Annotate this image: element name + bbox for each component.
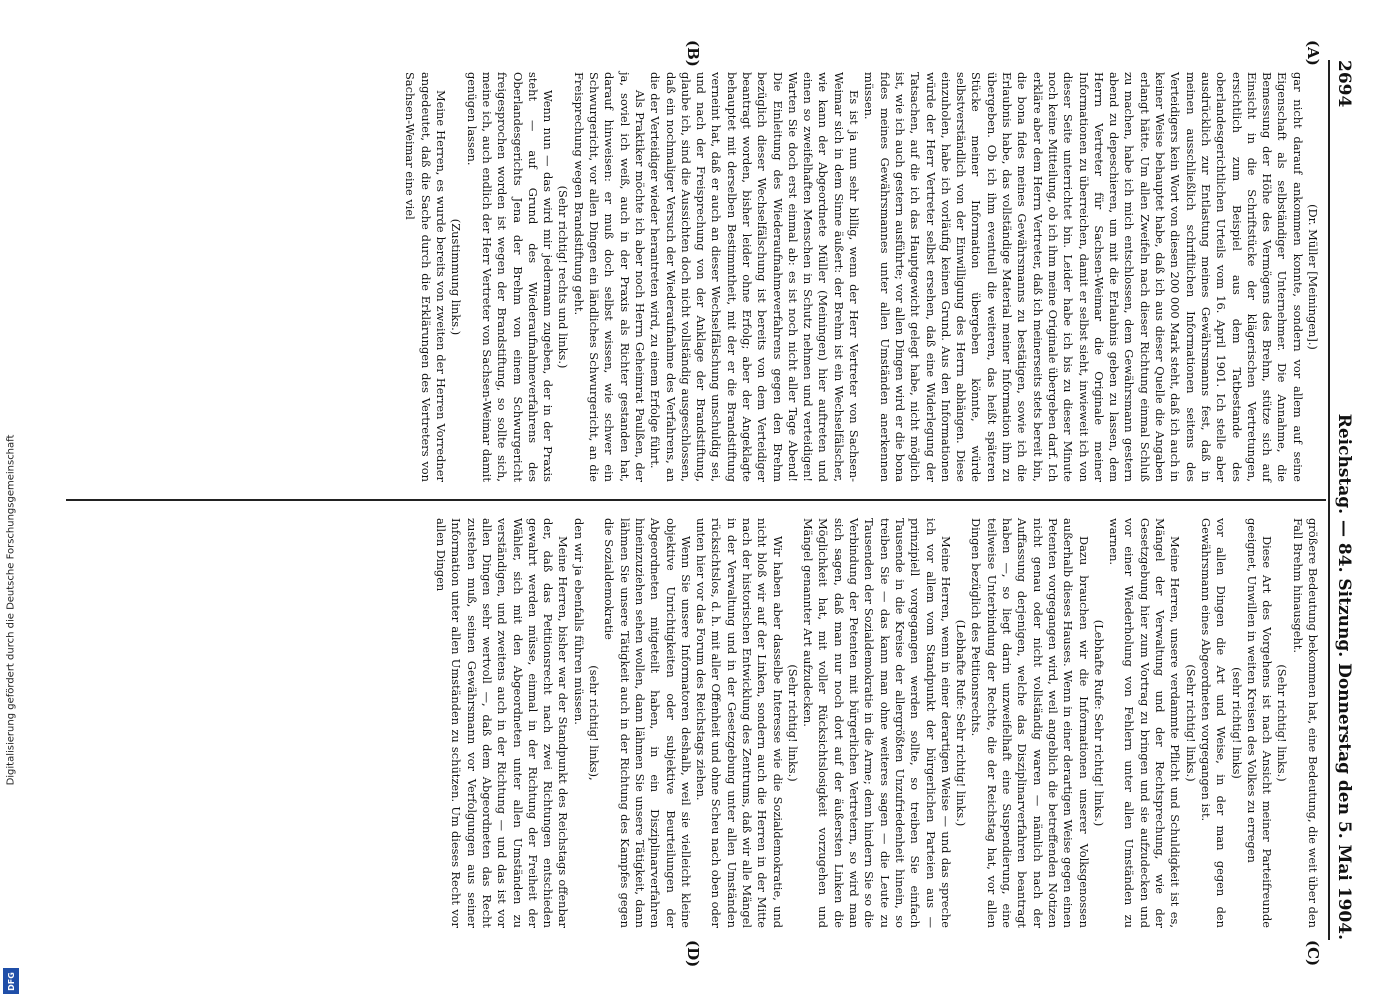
stage-direction: (sehr richtig! links) <box>1229 667 1244 779</box>
page-header <box>1334 60 1362 940</box>
marker-a: (A) <box>1304 40 1322 66</box>
stage-direction: (Sehr richtig! links.) <box>1275 664 1290 782</box>
right-paragraph: Wenn Sie unsere Informatoren deshalb, weil sie vielleicht kleine objektive Unrichtigkeiten oder subjektive Beurteilungen der Abgeordneten mitgeteilt haben, in ein Disziplinarverfahren hineinzuziehen sehen wollen, dann lähmen Sie unsere Tätigkeit, dann lähmen Sie unsere Tätigkeit auch in der Richtung des Kampfes gegen die Sozialdemokratie <box>602 518 693 928</box>
stage-direction: (Zustimmung links.) <box>449 218 464 336</box>
left-column <box>402 72 1320 482</box>
right-paragraph: Diese Art des Vorgehens ist nach Ansicht meiner Parteifreunde geeignet, Unwillen in weiten Kreisen des Volkes zu erregen <box>1244 518 1275 928</box>
left-paragraph: Meine Herren, es wurde bereits von zweiten der Herren Vorredner angedeutet, daß die Sache durch die Erklärungen des Vertreters von Sachsen-Weimar eine viel <box>403 72 449 482</box>
right-column <box>433 518 1320 928</box>
page-number: 2694 <box>1334 60 1354 108</box>
column-divider <box>66 499 1326 501</box>
left-paragraph: Wenn nun — das wird mir jedermann zugeben, der in der Praxis steht — auf Grund des Wiederaufnahmeverfahrens des Oberlandesgerichts Jena der Brehm von einem Schwurgericht freigesprochen worden ist wegen der Brandstiftung, so sollte sich, meine ich, auch endlich der Herr Vertreter von Sachsen-Weimar damit genügen lassen. <box>464 72 556 482</box>
stage-direction: (Sehr richtig! links.) <box>1183 664 1198 782</box>
stage-direction: (Sehr richtig! links.) <box>785 664 800 782</box>
marker-c: (C) <box>1304 940 1322 967</box>
header-rule <box>1328 60 1330 940</box>
stage-direction: (Sehr richtig! rechts und links.) <box>556 185 571 369</box>
speaker-line: (Dr. Müller [Meiningen].) <box>1306 204 1320 350</box>
rotated-page <box>42 0 1382 1000</box>
running-title: Reichstag. — 84. Sitzung. Donnerstag den 5. Mai 1904. <box>1334 413 1354 940</box>
left-paragraph: Es ist ja nun sehr billig, wenn der Herr Vertreter von Sachsen-Weimar sich in dem Sinne äußert: der Brehm ist ein Wechselfälscher, wie kann der Abgeordnete Müller (Meiningen) hier auftreten und einen so zweifelhaften Menschen in Schutz nehmen und verteidigen! Warten Sie doch erst einmal ab: es ist noch nicht aller Tage Abend! Die Einleitung des Wiederaufnahmeverfahrens gegen den Brehm bezüglich dieser Wechselfälschung ist bereits von dem Verteidiger beantragt worden, bisher leider ohne Erfolg; aber der Angeklagte behauptet mit derselben Bestimmtheit, mit der er die Brandstiftung verneint hat, daß er auch an dieser Wechselfälschung unschuldig sei, und nach der Freisprechung von der Anklage der Brandstiftung, glaube ich, sind die Aussichten doch nicht vollständig ausgeschlossen, daß ein nochmaliger Versuch der Wiederaufnahme des Verfahrens, an die der Verteidiger wieder herantreten wird, zu einem Erfolge führt. <box>648 72 862 482</box>
left-paragraph: gar nicht darauf ankommen konnte, sondern vor allem auf seine Eigenschaft als selbständiger Unternehmer. Die Annahme, die Bemessung der Höhe des Vermögens des Brehm, stütze sich auf Einsicht in die Schriftstücke der klägerischen Vertretungen, ersichtlich zum Beispiel aus dem Tatbestande des oberlandesgerichtlichen Urteils vom 16. April 1901. Ich stelle aber ausdrücklich zur Entlastung meines Gewährsmanns fest, daß in meinen ausschließlich schriftlichen Informationen seitens des Verteidigers kein Wort von diesen 200 000 Mark steht, daß ich auch in keiner Weise behauptet habe, daß ich aus dieser Quelle die Angaben erlangt hätte. Um allen Zweifeln nach dieser Richtung einmal Schluß zu machen, habe ich mich entschlossen, dem Gewährsmann gestern abend zu depeschieren, um mit die Erlaubnis geben zu lassen, dem Herrn Vertreter für Sachsen-Weimar die Originale meiner Informationen zu überreichen, damit er selbst sieht, inwieweit ich von dieser Seite unterrichtet bin. Leider habe ich bis zu dieser Minute noch keine Mitteilung, ob ich ihm meine Originale übergeben darf. Ich erkläre aber dem Herrn Vertreter, daß ich meinerseits stets bereit bin, die bona fides meines Gewährsmanns zu bestätigen, sowie ich die Erlaubnis habe, das vollständige Material meiner Information ihm zu übergeben. Ob ich ihm eventuell die weiteren, das heißt späteren Stücke meiner Information übergeben könnte, würde selbstverständlich von der Einwilligung des Herrn abhängen. Diese einzuholen, habe ich vorläufig keinen Grund. Aus den Informationen würde der Herr Vertreter selbst ersehen, daß eine Widerlegung der Tatsachen, auf die ich das Hauptgewicht gelegt habe, nicht möglich ist, wie ich auch gestern ausführte; vor allen Dingen wird er die bona fides meines Gewährsmannes unter allen Umständen anerkennen müssen. <box>862 72 1305 482</box>
stage-direction: (Lebhafte Rufe: Sehr richtig! links.) <box>954 619 969 827</box>
digitization-note <box>0 0 22 1000</box>
right-paragraph: Meine Herren, wenn in einer derartigen Weise — und das spreche ich vor allem vom Standpunkt der bürgerlichen Parteien aus — prinzipiell vorgegangen werden sollte, so treiben Sie einfach Tausende in die Kreise der allergrößten Unzufriedenheit hinein, so treiben Sie — das kann man ohne weiteres sagen — die Leute zu Tausenden der Sozialdemokratie in die Arme; denn hindern Sie so die Verbindung der Petenten mit bürgerlichen Vertretern, so wird man sich sagen, daß man nur noch dort auf der äußersten Linken die Möglichkeit hat, mit voller Rücksichtslosigkeit vorzugehen und Mängel genannter Art aufzudecken. <box>801 518 953 928</box>
marker-b: (B) <box>684 40 702 67</box>
right-paragraph: Wir haben aber dasselbe Interesse wie die Sozialdemokratie, und nicht bloß wir auf der Linken, sondern auch die Herren in der Mitte nach der historischen Entwicklung des Zentrums, daß wir alle Mängel in der Verwaltung und in der Gesetzgebung unter allen Umständen rücksichtslos, d. h. mit aller Offenheit und ohne Scheu nach oben oder unten hier vor das Forum des Reichstags ziehen. <box>694 518 785 928</box>
dfg-logo <box>3 968 19 994</box>
right-paragraph: Dazu brauchen wir die Informationen unserer Volksgenossen außerhalb dieses Hauses. Wenn in einer derartigen Weise gegen einen Petenten vorgegangen wird, weil angeblich die betreffenden Notizen nicht genau oder nicht vollständig waren — nämlich nach der Auffassung derjenigen, welche das Disziplinarverfahren beantragt haben —, so liegt darin unzweifelhaft eine Suspendierung, eine teilweise Unterbindung der Rechte, die der Reichstag hat, vor allen Dingen bezüglich des Petitionsrechts. <box>969 518 1091 928</box>
digitization-text: Digitalisierung gefördert durch die Deutsche Forschungsgemeinschaft <box>5 434 17 786</box>
right-paragraph: Meine Herren, unsere verdammte Pflicht und Schuldigkeit ist es, Mängel der Verwaltung und der Rechtsprechung, wie der Gesetzgebung hier zum Vortrag zu bringen und sie aufzudecken und vor einer Wiederholung von Fehlern unter allen Umständen zu warnen. <box>1107 518 1183 928</box>
left-paragraph: Als Praktiker möchte ich aber noch Herrn Geheimrat Paulßen, der ja, soviel ich weiß, auch in der Praxis als Richter gestanden hat, darauf hinweisen: er muß doch selbst wissen, wie schwer ein Schwurgericht, vor allen Dingen ein ländliches Schwurgericht, an die Freisprechung wegen Brandstiftung geht. <box>571 72 647 482</box>
right-paragraph: größere Bedeutung bekommen hat, eine Bedeutung, die weit über den Fall Brehm hinausgeht. <box>1290 518 1320 928</box>
dfg-logo-text: DFG <box>6 971 16 991</box>
right-paragraph: Meine Herren, bisher war der Standpunkt des Reichstags offenbar der, daß das Petitionsrecht nach zwei Richtungen entschieden gewahrt werden müsse, einmal in der Richtung der Freiheit der Wähler, sich mit den Abgeordneten unter allen Umständen zu verständigen, und zweitens auch in der Richtung — und das ist vor allen Dingen sehr wertvoll —, daß dem Abgeordneten das Recht zustehen muß, seinen Gewährsmann vor Verfolgungen aus seiner Information unter allen Umständen zu schützen. Um dieses Recht vor allen Dingen <box>434 518 571 928</box>
right-paragraph: den wir ja ebenfalls führen müssen. <box>571 518 586 725</box>
marker-d: (D) <box>684 940 702 968</box>
right-paragraph: vor allen Dingen die Art und Weise, in der man gegen den Gewährsmann eines Abgeordneten vorgegangen ist. <box>1198 518 1229 928</box>
stage-direction: (sehr richtig! links), <box>587 665 602 781</box>
stage-direction: (Lebhafte Rufe: Sehr richtig! links.) <box>1091 619 1106 827</box>
